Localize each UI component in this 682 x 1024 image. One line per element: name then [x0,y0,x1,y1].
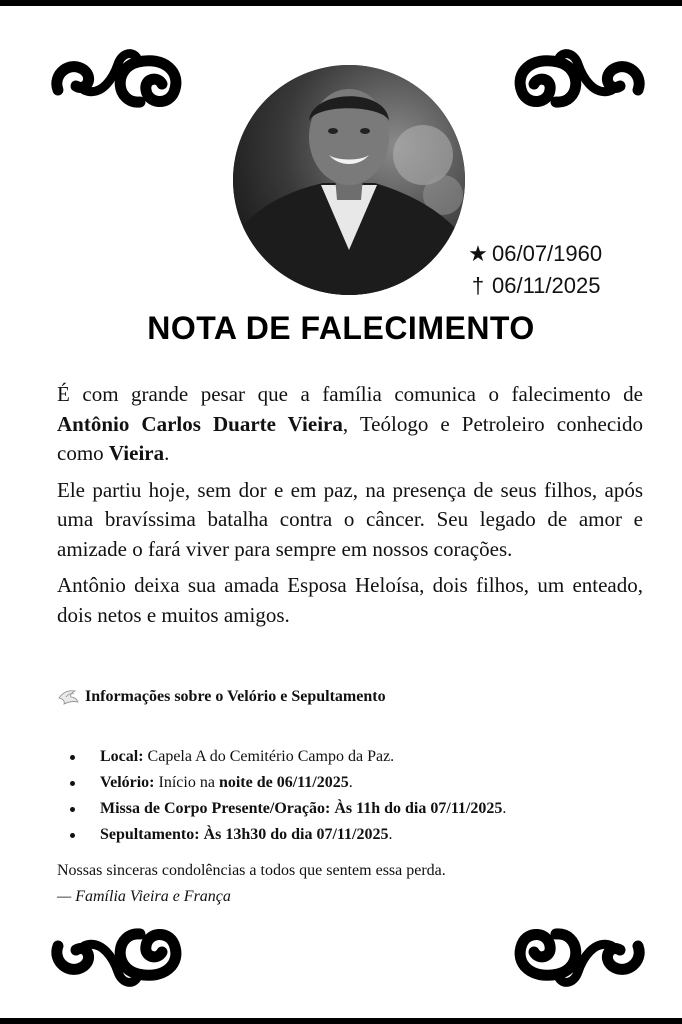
paragraph-text: , Teólogo e Petroleiro conhecido como [57,411,643,465]
item-label: Local: [100,748,144,765]
paragraph-announcement [57,380,643,469]
item-label: Missa de Corpo Presente/Oração: [100,800,331,817]
death-date: 06/11/2025 [492,273,601,298]
item-value: . [502,800,507,817]
list-item-missa [62,796,506,822]
star-icon: ★ [468,241,488,266]
scroll-ornament-icon [48,918,198,998]
item-value: Capela A do Cemitério Campo da Paz. [143,748,395,765]
item-value: Início na [154,774,219,791]
list-item-local [62,744,506,770]
list-item-velorio [62,770,506,796]
item-value: . [388,826,393,843]
item-label: Velório: [100,774,155,791]
top-border [0,0,682,6]
deceased-nickname: Vieira [108,441,165,465]
dates-block [464,238,602,302]
info-heading [57,688,386,706]
list-item-sepultamento [62,822,506,848]
dove-icon [57,688,79,706]
item-label: Sepultamento: [100,826,200,843]
paragraph-text: É com grande pesar que a família comunica o falecimento de [57,382,643,406]
info-heading-text: Informações sobre o Velório e Sepultamento [85,688,386,705]
scroll-ornament-icon [498,918,648,998]
family-signature: — Família Vieira e França [57,888,231,905]
closing-block [57,858,446,910]
item-value-bold: Às 13h30 do dia 07/11/2025 [199,826,389,843]
obituary-body [57,380,643,637]
birth-date-line [464,238,602,270]
scroll-ornament-icon [498,38,648,118]
condolences-text: Nossas sinceras condolências a todos que sentem essa perda. [57,862,446,879]
deceased-name: Antônio Carlos Duarte Vieira [57,411,343,436]
page-title: NOTA DE FALECIMENTO [147,310,535,346]
item-value-bold: noite de 06/11/2025 [218,774,349,791]
paragraph-tribute: Ele partiu hoje, sem dor e em paz, na presença de seus filhos, após uma bravíssima batalha contra o câncer. Seu legado de amor e amizade o fará viver para sempre em nossos corações. [57,477,643,561]
paragraph-text: . [164,441,170,465]
item-value: . [348,774,353,791]
info-list [62,744,506,848]
death-date-line [464,270,602,302]
portrait-illustration [233,65,465,295]
portrait-photo [233,65,465,295]
cross-icon: † [471,273,485,298]
bottom-border [0,1018,682,1024]
scroll-ornament-icon [48,38,198,118]
birth-date: 06/07/1960 [492,241,603,266]
paragraph-family: Antônio deixa sua amada Esposa Heloísa, dois filhos, um enteado, dois netos e muitos amigos. [57,573,643,627]
item-value-bold: Às 11h do dia 07/11/2025 [330,800,503,817]
